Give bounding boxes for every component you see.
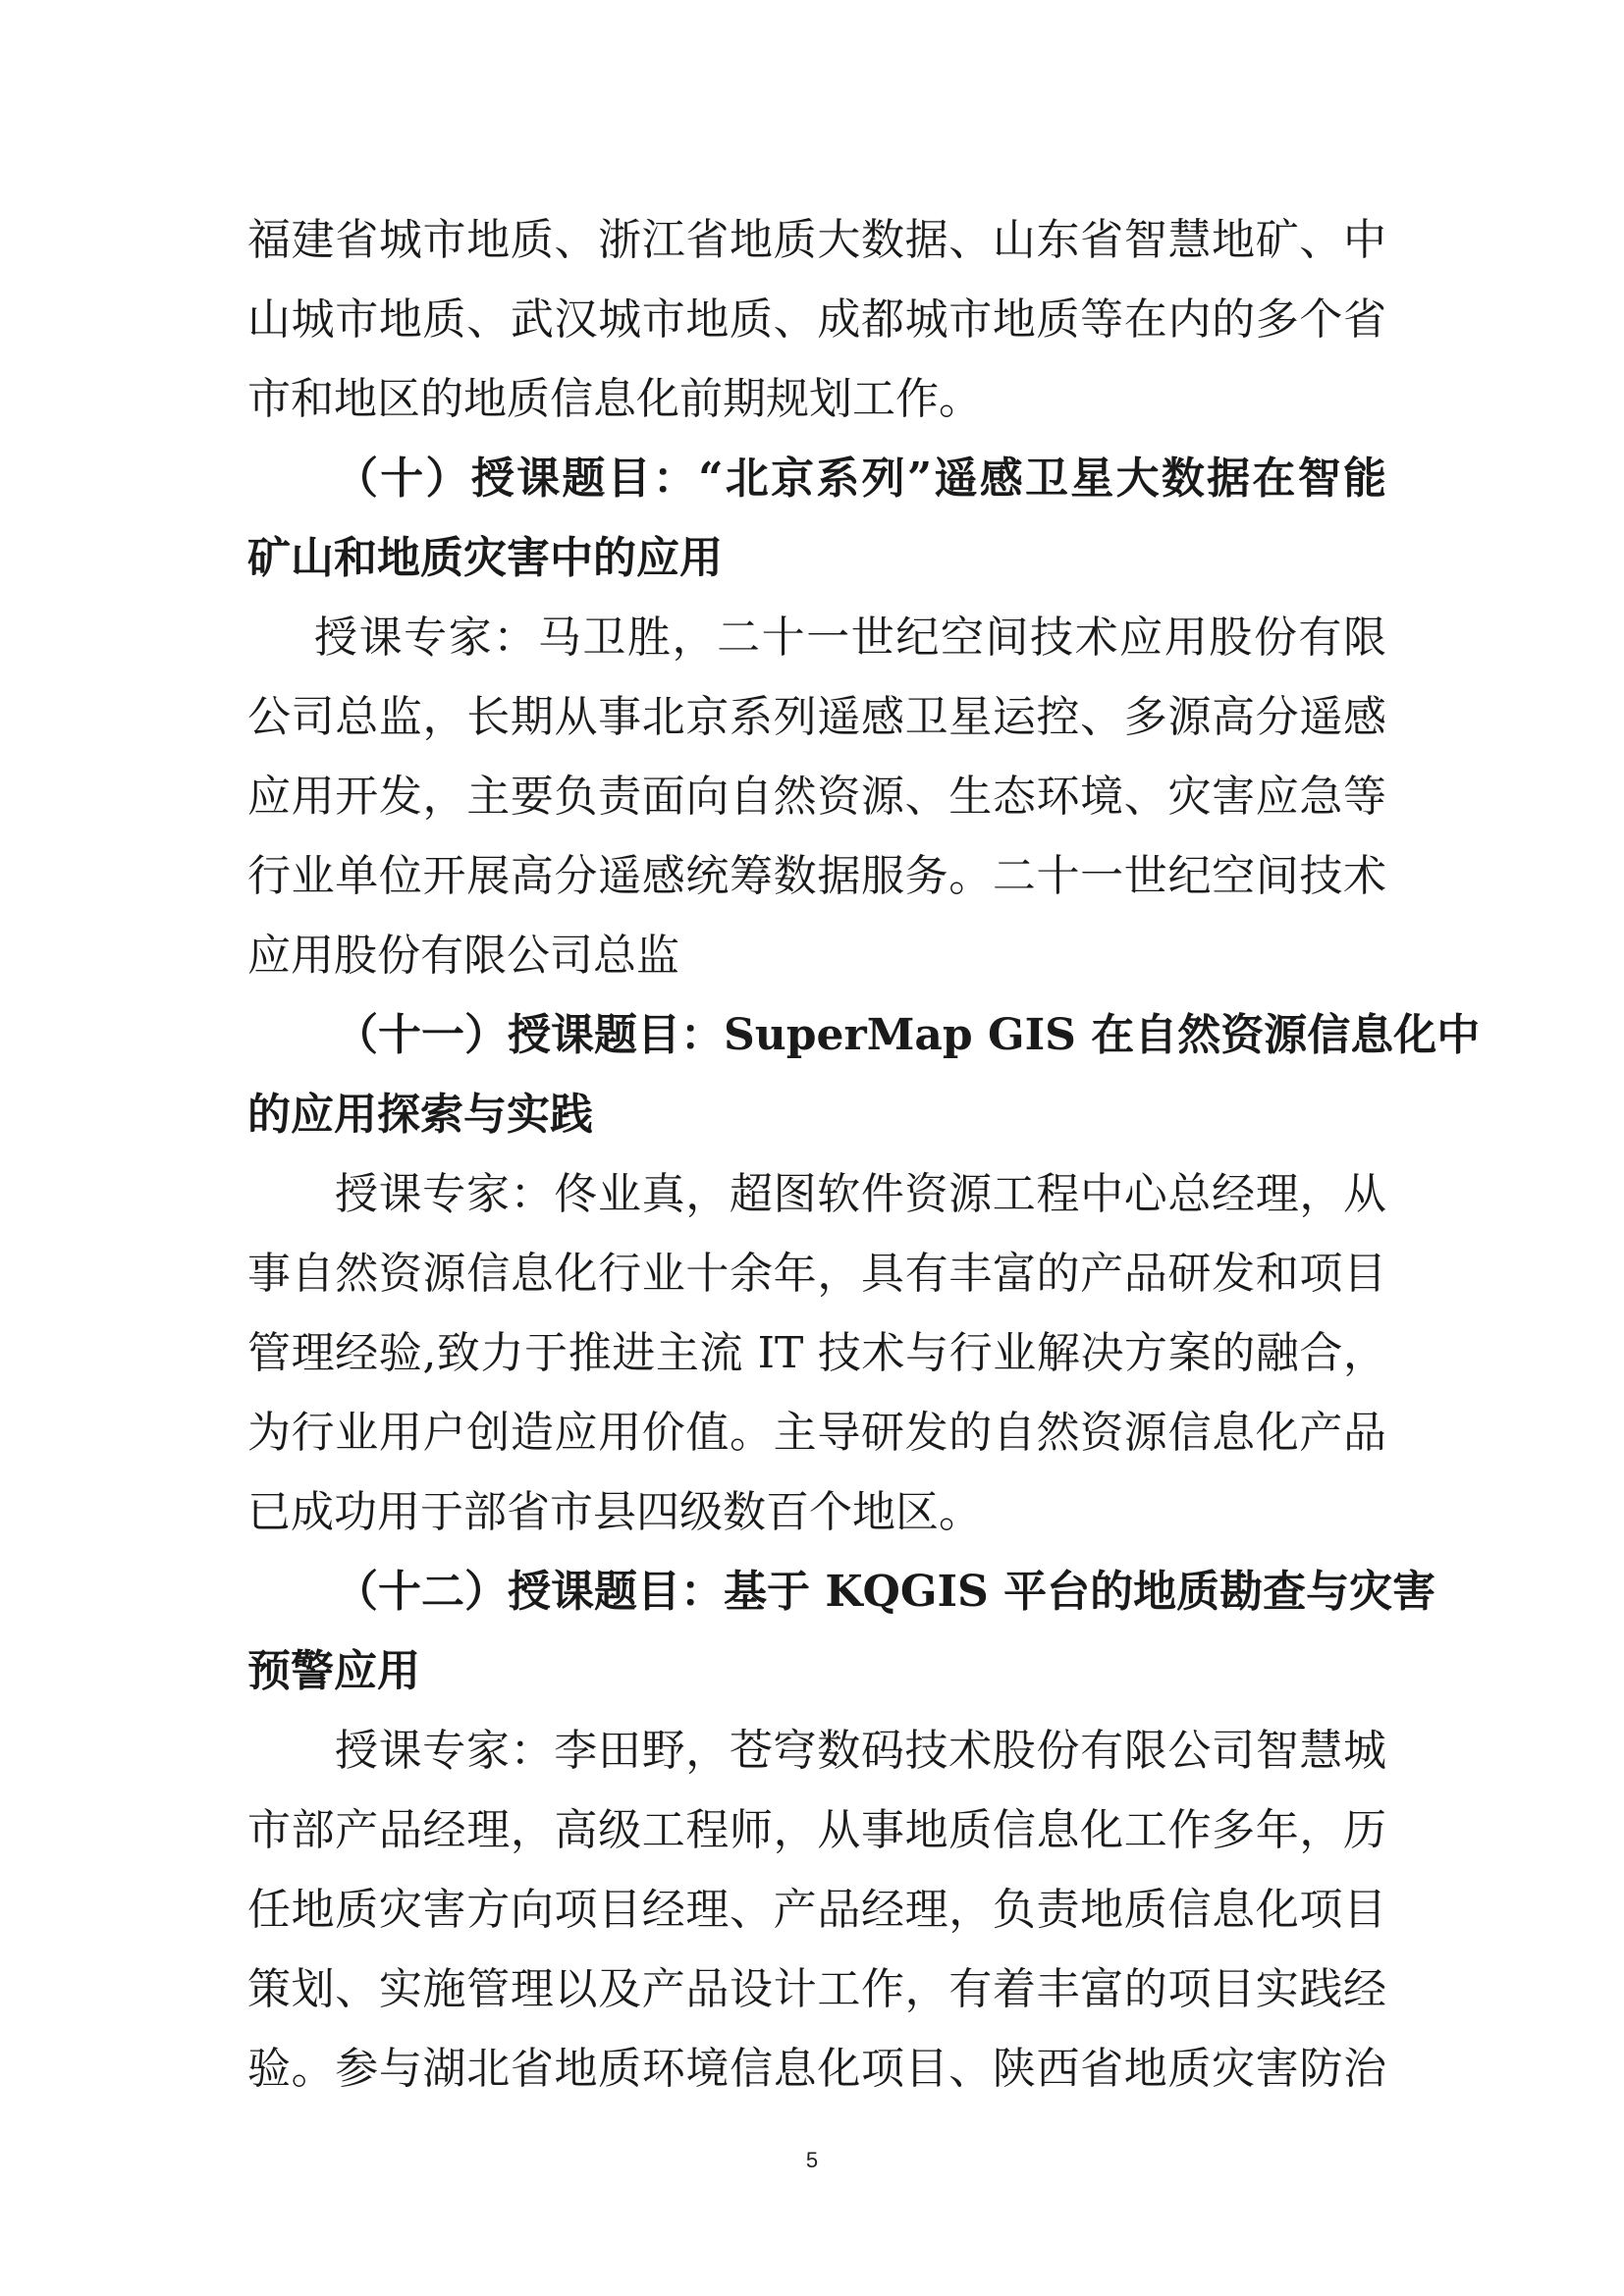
paragraph-line: 策划、实施管理以及产品设计工作，有着丰富的项目实践经 <box>247 1964 1386 2014</box>
paragraph-line: 管理经验,致力于推进主流 IT 技术与行业解决方案的融合， <box>247 1328 1386 1378</box>
paragraph-line: 为行业用户创造应用价值。主导研发的自然资源信息化产品 <box>247 1408 1386 1458</box>
paragraph-line: 应用股份有限公司总监 <box>247 931 679 981</box>
paragraph-line: 福建省城市地质、浙江省地质大数据、山东省智慧地矿、中 <box>247 215 1386 265</box>
section-heading-11-cont: 的应用探索与实践 <box>247 1090 593 1140</box>
section-heading-11: （十一）授课题目：SuperMap GIS 在自然资源信息化中 <box>335 1010 1481 1060</box>
paragraph-line: 验。参与湖北省地质环境信息化项目、陕西省地质灾害防治 <box>247 2044 1386 2094</box>
section-heading-12: （十二）授课题目：基于 KQGIS 平台的地质勘查与灾害 <box>335 1567 1436 1617</box>
paragraph-line: 市和地区的地质信息化前期规划工作。 <box>247 374 982 424</box>
paragraph-line: 已成功用于部省市县四级数百个地区。 <box>247 1487 982 1537</box>
paragraph-line: 行业单位开展高分遥感统筹数据服务。二十一世纪空间技术 <box>247 851 1386 901</box>
section-heading-10-cont: 矿山和地质灾害中的应用 <box>247 533 723 583</box>
section-heading-12-cont: 预警应用 <box>247 1646 420 1696</box>
paragraph-line: 事自然资源信息化行业十余年，具有丰富的产品研发和项目 <box>247 1249 1386 1299</box>
paragraph-line: 应用开发，主要负责面向自然资源、生态环境、灾害应急等 <box>247 772 1386 822</box>
paragraph-line: 山城市地质、武汉城市地质、成都城市地质等在内的多个省 <box>247 294 1386 345</box>
paragraph-line: 任地质灾害方向项目经理、产品经理，负责地质信息化项目 <box>247 1885 1386 1935</box>
paragraph-line: 公司总监，长期从事北京系列遥感卫星运控、多源高分遥感 <box>247 692 1386 742</box>
paragraph-line: 市部产品经理，高级工程师，从事地质信息化工作多年，历 <box>247 1805 1386 1855</box>
paragraph-line: 授课专家：佟业真，超图软件资源工程中心总经理，从 <box>335 1169 1386 1219</box>
section-heading-10: （十）授课题目：“北京系列”遥感卫星大数据在智能 <box>335 454 1386 504</box>
page-number: 5 <box>805 2148 819 2172</box>
paragraph-line: 授课专家：李田野，苍穹数码技术股份有限公司智慧城 <box>335 1726 1386 1776</box>
paragraph-line: 授课专家：马卫胜，二十一世纪空间技术应用股份有限 <box>314 613 1386 663</box>
